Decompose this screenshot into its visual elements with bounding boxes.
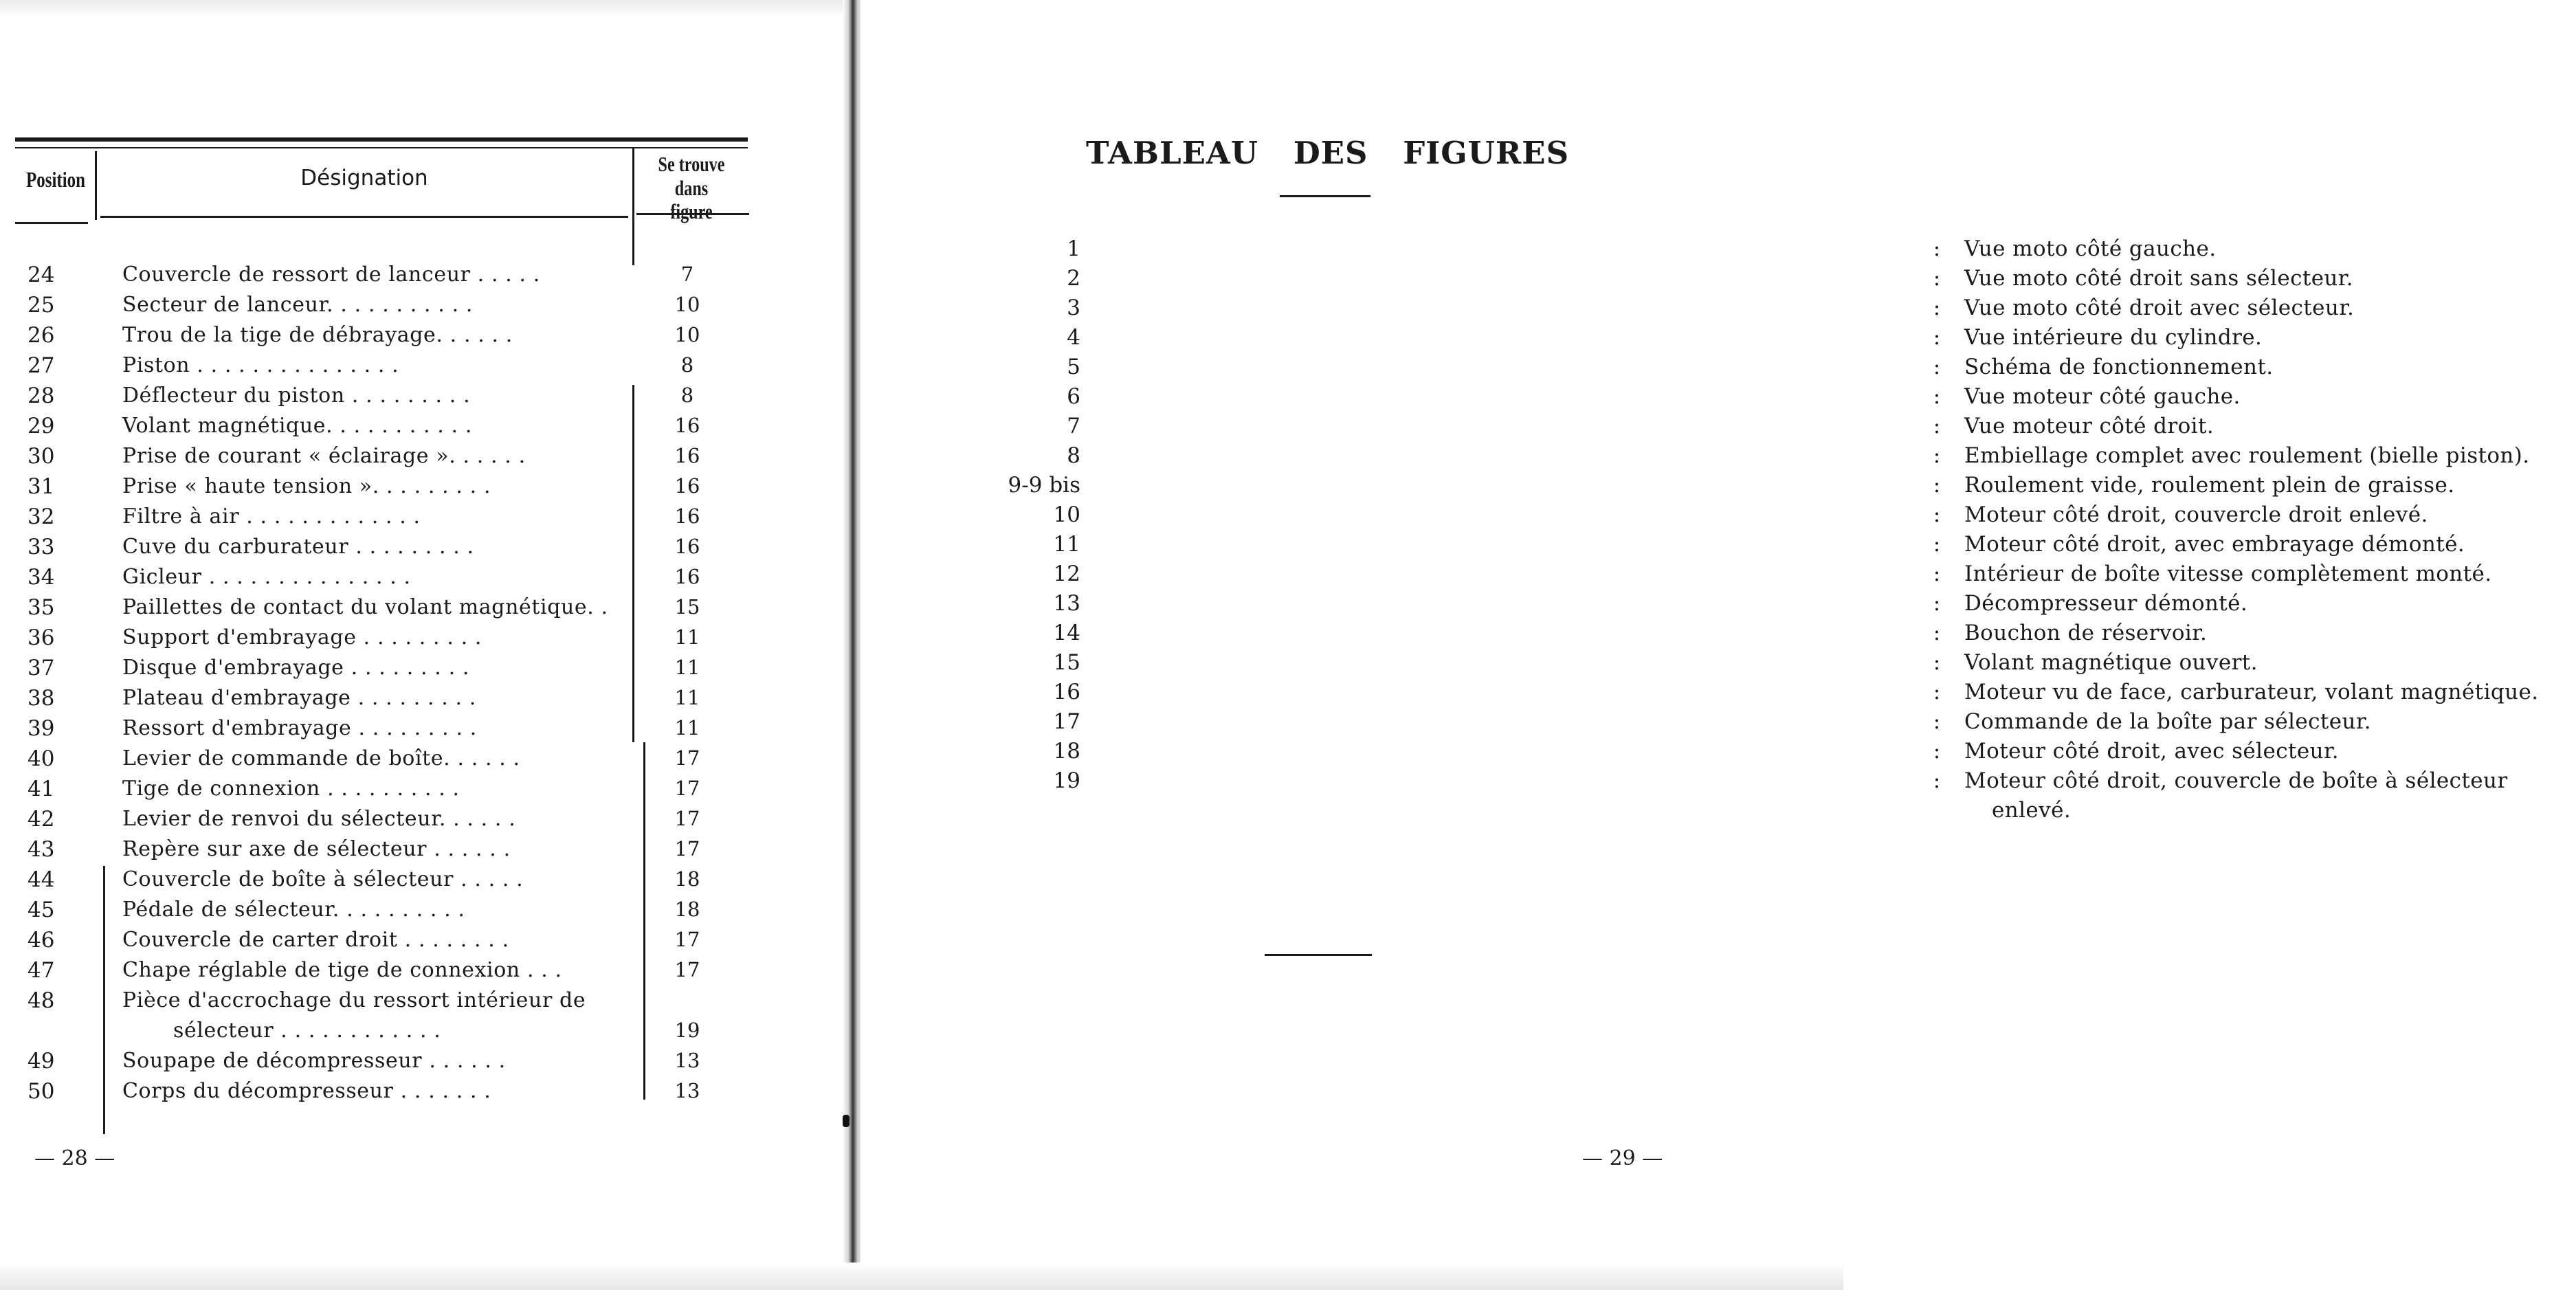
table-row bbox=[0, 625, 847, 656]
row-designation: Corps du décompresseur . . . . . . . bbox=[122, 1079, 491, 1103]
figure-caption: Bouchon de réservoir. bbox=[1964, 621, 2208, 645]
table-row bbox=[0, 807, 847, 837]
table-row bbox=[0, 353, 847, 383]
figure-number: 17 bbox=[1053, 709, 1080, 734]
row-designation: Paillettes de contact du volant magnétique. . bbox=[122, 595, 608, 619]
figure-list-item bbox=[860, 650, 2258, 680]
figure-colon: : bbox=[1933, 296, 1941, 320]
row-designation: Plateau d'embrayage . . . . . . . . . bbox=[122, 686, 476, 710]
figure-number: 2 bbox=[1067, 266, 1080, 291]
figure-caption: Vue moto côté droit avec sélecteur. bbox=[1964, 296, 2355, 320]
figure-colon: : bbox=[1933, 325, 1941, 350]
header-designation: Désignation bbox=[300, 166, 428, 190]
row-figure: 18 bbox=[674, 898, 700, 921]
row-position: 33 bbox=[27, 535, 55, 559]
figure-colon: : bbox=[1933, 532, 1941, 557]
table-row bbox=[0, 928, 847, 958]
figure-number: 16 bbox=[1053, 680, 1080, 704]
row-designation: Couvercle de boîte à sélecteur . . . . . bbox=[122, 867, 524, 891]
row-figure: 17 bbox=[674, 746, 700, 770]
row-figure: 11 bbox=[674, 716, 700, 739]
row-position: 43 bbox=[27, 837, 55, 862]
figure-number: 5 bbox=[1067, 355, 1080, 379]
table-row bbox=[0, 444, 847, 474]
figure-caption: Moteur vu de face, carburateur, volant magnétique. bbox=[1964, 680, 2539, 704]
figure-list-item bbox=[860, 561, 2492, 592]
table-row bbox=[0, 958, 847, 988]
table-row bbox=[0, 716, 847, 746]
figure-list-item bbox=[860, 296, 2355, 326]
row-figure: 16 bbox=[674, 444, 700, 467]
table-row bbox=[0, 1049, 847, 1079]
row-designation: Trou de la tige de débrayage. . . . . . bbox=[122, 323, 513, 347]
figure-number: 1 bbox=[1067, 236, 1080, 261]
figure-caption: Commande de la boîte par sélecteur. bbox=[1964, 709, 2371, 734]
figure-colon: : bbox=[1933, 384, 1941, 409]
figure-list-item bbox=[860, 739, 2340, 769]
figure-list-item-continuation bbox=[860, 798, 2072, 828]
row-designation: Pédale de sélecteur. . . . . . . . . . bbox=[122, 898, 465, 922]
table-row bbox=[0, 988, 847, 1019]
row-figure: 15 bbox=[674, 595, 700, 619]
row-position: 37 bbox=[27, 656, 55, 680]
figure-number: 19 bbox=[1053, 768, 1080, 793]
row-figure: 13 bbox=[674, 1079, 700, 1102]
row-position: 36 bbox=[27, 625, 55, 650]
row-designation: Déflecteur du piston . . . . . . . . . bbox=[122, 383, 471, 408]
table-row bbox=[0, 414, 847, 444]
row-figure: 11 bbox=[674, 656, 700, 679]
row-figure: 7 bbox=[680, 263, 694, 286]
row-designation: Ressort d'embrayage . . . . . . . . . bbox=[122, 716, 477, 740]
figure-number: 9-9 bis bbox=[1008, 473, 1080, 498]
row-designation: Secteur de lanceur. . . . . . . . . . . bbox=[122, 293, 473, 317]
row-designation: Couvercle de carter droit . . . . . . . . bbox=[122, 928, 509, 952]
figure-caption: Vue moto côté droit sans sélecteur. bbox=[1964, 266, 2353, 291]
page-top-edge-shadow bbox=[0, 0, 847, 18]
figure-list-item bbox=[860, 473, 2455, 503]
page-title: TABLEAU DES FIGURES bbox=[1086, 135, 1570, 171]
row-position: 25 bbox=[27, 293, 55, 318]
figure-list-item bbox=[860, 443, 2530, 474]
row-position: 24 bbox=[27, 263, 55, 287]
figure-colon: : bbox=[1933, 739, 1941, 764]
row-position: 27 bbox=[27, 353, 55, 378]
figure-colon: : bbox=[1933, 709, 1941, 734]
figure-number: 18 bbox=[1053, 739, 1080, 764]
figure-number: 12 bbox=[1053, 561, 1080, 586]
row-figure: 11 bbox=[674, 625, 700, 649]
figure-colon: : bbox=[1933, 266, 1941, 291]
row-figure: 16 bbox=[674, 504, 700, 528]
row-position: 41 bbox=[27, 777, 55, 801]
header-underline-designation bbox=[100, 216, 628, 218]
table-row bbox=[0, 898, 847, 928]
figure-caption: Moteur côté droit, avec sélecteur. bbox=[1964, 739, 2340, 764]
row-designation: Prise « haute tension ». . . . . . . . . bbox=[122, 474, 491, 498]
table-row bbox=[0, 686, 847, 716]
figure-caption: Décompresseur démonté. bbox=[1964, 591, 2248, 616]
figure-list-item bbox=[860, 591, 2248, 621]
row-designation: Filtre à air . . . . . . . . . . . . . bbox=[122, 504, 421, 529]
figure-colon: : bbox=[1933, 355, 1941, 379]
figure-list-item bbox=[860, 236, 2217, 267]
figure-caption: enlevé. bbox=[1992, 798, 2072, 823]
row-position: 50 bbox=[27, 1079, 55, 1104]
row-figure: 10 bbox=[674, 293, 700, 316]
table-row bbox=[0, 595, 847, 625]
figure-caption: Vue moto côté gauche. bbox=[1964, 236, 2217, 261]
table-row bbox=[0, 383, 847, 414]
row-designation: Pièce d'accrochage du ressort intérieur de bbox=[122, 988, 586, 1012]
figure-caption: Intérieur de boîte vitesse complètement monté. bbox=[1964, 561, 2492, 586]
row-position: 48 bbox=[27, 988, 55, 1013]
row-designation: sélecteur . . . . . . . . . . . . bbox=[173, 1019, 441, 1043]
table-row bbox=[0, 323, 847, 353]
row-designation: Prise de courant « éclairage ». . . . . . bbox=[122, 444, 526, 468]
row-figure: 16 bbox=[674, 535, 700, 558]
table-top-rule bbox=[15, 137, 748, 142]
row-figure: 17 bbox=[674, 928, 700, 951]
table-row bbox=[0, 293, 847, 323]
table-row bbox=[0, 1019, 847, 1049]
row-figure: 19 bbox=[674, 1019, 700, 1042]
row-figure: 17 bbox=[674, 958, 700, 981]
row-figure: 17 bbox=[674, 837, 700, 860]
figure-list-item bbox=[860, 709, 2371, 739]
row-designation: Disque d'embrayage . . . . . . . . . bbox=[122, 656, 469, 680]
figure-colon: : bbox=[1933, 768, 1941, 793]
ink-mark bbox=[843, 1115, 850, 1127]
figure-colon: : bbox=[1933, 443, 1941, 468]
figure-list-item bbox=[860, 384, 2241, 414]
row-designation: Repère sur axe de sélecteur . . . . . . bbox=[122, 837, 511, 861]
page-number-right: — 29 — bbox=[1582, 1146, 1663, 1170]
figure-number: 11 bbox=[1053, 532, 1080, 557]
figure-caption: Embiellage complet avec roulement (bielle piston). bbox=[1964, 443, 2530, 468]
figure-number: 7 bbox=[1067, 414, 1080, 438]
row-designation: Volant magnétique. . . . . . . . . . . bbox=[122, 414, 472, 438]
row-figure: 17 bbox=[674, 807, 700, 830]
table-row bbox=[0, 867, 847, 898]
closing-rule bbox=[1265, 954, 1372, 956]
row-designation: Gicleur . . . . . . . . . . . . . . . bbox=[122, 565, 411, 589]
row-position: 47 bbox=[27, 958, 55, 983]
page-bottom-edge-shadow bbox=[0, 1263, 1843, 1290]
figure-number: 6 bbox=[1067, 384, 1080, 409]
figure-caption: Vue moteur côté droit. bbox=[1964, 414, 2214, 438]
row-position: 34 bbox=[27, 565, 55, 590]
figure-caption: Moteur côté droit, avec embrayage démonté. bbox=[1964, 532, 2465, 557]
figure-number: 3 bbox=[1067, 296, 1080, 320]
figure-caption: Roulement vide, roulement plein de graisse. bbox=[1964, 473, 2455, 498]
row-position: 46 bbox=[27, 928, 55, 953]
row-position: 45 bbox=[27, 898, 55, 922]
header-figure-line2: figure bbox=[670, 199, 713, 224]
row-designation: Levier de renvoi du sélecteur. . . . . . bbox=[122, 807, 516, 831]
row-position: 38 bbox=[27, 686, 55, 711]
table-row bbox=[0, 837, 847, 867]
row-position: 49 bbox=[27, 1049, 55, 1074]
figure-colon: : bbox=[1933, 650, 1941, 675]
row-designation: Couvercle de ressort de lanceur . . . . . bbox=[122, 263, 540, 287]
row-position: 44 bbox=[27, 867, 55, 892]
table-row bbox=[0, 535, 847, 565]
row-position: 31 bbox=[27, 474, 55, 499]
figure-list-item bbox=[860, 414, 2214, 444]
row-designation: Support d'embrayage . . . . . . . . . bbox=[122, 625, 482, 649]
figure-caption: Volant magnétique ouvert. bbox=[1964, 650, 2258, 675]
row-position: 29 bbox=[27, 414, 55, 438]
table-row bbox=[0, 263, 847, 293]
row-figure: 10 bbox=[674, 323, 700, 346]
row-designation: Tige de connexion . . . . . . . . . . bbox=[122, 777, 460, 801]
row-figure: 8 bbox=[680, 383, 694, 407]
figure-number: 4 bbox=[1067, 325, 1080, 350]
row-figure: 17 bbox=[674, 777, 700, 800]
figure-caption: Schéma de fonctionnement. bbox=[1964, 355, 2274, 379]
row-figure: 18 bbox=[674, 867, 700, 891]
page-number-left: — 28 — bbox=[34, 1146, 115, 1170]
row-position: 42 bbox=[27, 807, 55, 832]
figure-caption: Vue moteur côté gauche. bbox=[1964, 384, 2241, 409]
row-position: 28 bbox=[27, 383, 55, 408]
header-figure bbox=[646, 153, 736, 224]
row-figure: 8 bbox=[680, 353, 694, 377]
figure-colon: : bbox=[1933, 591, 1941, 616]
row-position: 40 bbox=[27, 746, 55, 771]
row-position: 26 bbox=[27, 323, 55, 348]
row-position: 32 bbox=[27, 504, 55, 529]
table-row bbox=[0, 474, 847, 504]
figure-list-item bbox=[860, 355, 2274, 385]
figure-list-item bbox=[860, 532, 2465, 562]
row-designation: Soupape de décompresseur . . . . . . bbox=[122, 1049, 506, 1073]
table-row bbox=[0, 746, 847, 777]
figure-colon: : bbox=[1933, 680, 1941, 704]
figure-number: 14 bbox=[1053, 621, 1080, 645]
table-row bbox=[0, 656, 847, 686]
row-designation: Piston . . . . . . . . . . . . . . . bbox=[122, 353, 399, 377]
figure-caption: Moteur côté droit, couvercle de boîte à sélecteur bbox=[1964, 768, 2508, 793]
figure-number: 8 bbox=[1067, 443, 1080, 468]
figure-caption: Moteur côté droit, couvercle droit enlevé. bbox=[1964, 502, 2428, 527]
figure-list-item bbox=[860, 768, 2508, 799]
table-top-rule-thin bbox=[15, 147, 748, 148]
figure-list-item bbox=[860, 680, 2539, 710]
figure-list-item bbox=[860, 266, 2353, 296]
row-figure: 16 bbox=[674, 474, 700, 498]
figure-colon: : bbox=[1933, 473, 1941, 498]
row-position: 30 bbox=[27, 444, 55, 469]
column-divider-figure-top bbox=[632, 148, 634, 265]
row-designation: Cuve du carburateur . . . . . . . . . bbox=[122, 535, 474, 559]
figure-list-item bbox=[860, 621, 2208, 651]
figure-caption: Vue intérieure du cylindre. bbox=[1964, 325, 2263, 350]
row-designation: Levier de commande de boîte. . . . . . bbox=[122, 746, 520, 770]
table-row bbox=[0, 504, 847, 535]
row-designation: Chape réglable de tige de connexion . . . bbox=[122, 958, 562, 982]
figure-colon: : bbox=[1933, 236, 1941, 261]
figure-number: 13 bbox=[1053, 591, 1080, 616]
figure-colon: : bbox=[1933, 621, 1941, 645]
row-position: 39 bbox=[27, 716, 55, 741]
figure-number: 15 bbox=[1053, 650, 1080, 675]
header-figure-line1: Se trouve dans bbox=[658, 152, 725, 200]
row-position: 35 bbox=[27, 595, 55, 620]
figure-colon: : bbox=[1933, 414, 1941, 438]
row-figure: 13 bbox=[674, 1049, 700, 1072]
header-position: Position bbox=[26, 167, 85, 192]
left-page bbox=[0, 0, 847, 1290]
figure-colon: : bbox=[1933, 502, 1941, 527]
header-underline-position bbox=[15, 222, 88, 224]
row-figure: 11 bbox=[674, 686, 700, 709]
figure-colon: : bbox=[1933, 561, 1941, 586]
figure-number: 10 bbox=[1053, 502, 1080, 527]
figure-list-item bbox=[860, 502, 2428, 533]
table-row bbox=[0, 565, 847, 595]
table-row bbox=[0, 1079, 847, 1109]
title-underline bbox=[1280, 195, 1370, 197]
figure-list-item bbox=[860, 325, 2263, 355]
table-row bbox=[0, 777, 847, 807]
row-figure: 16 bbox=[674, 565, 700, 588]
row-figure: 16 bbox=[674, 414, 700, 437]
